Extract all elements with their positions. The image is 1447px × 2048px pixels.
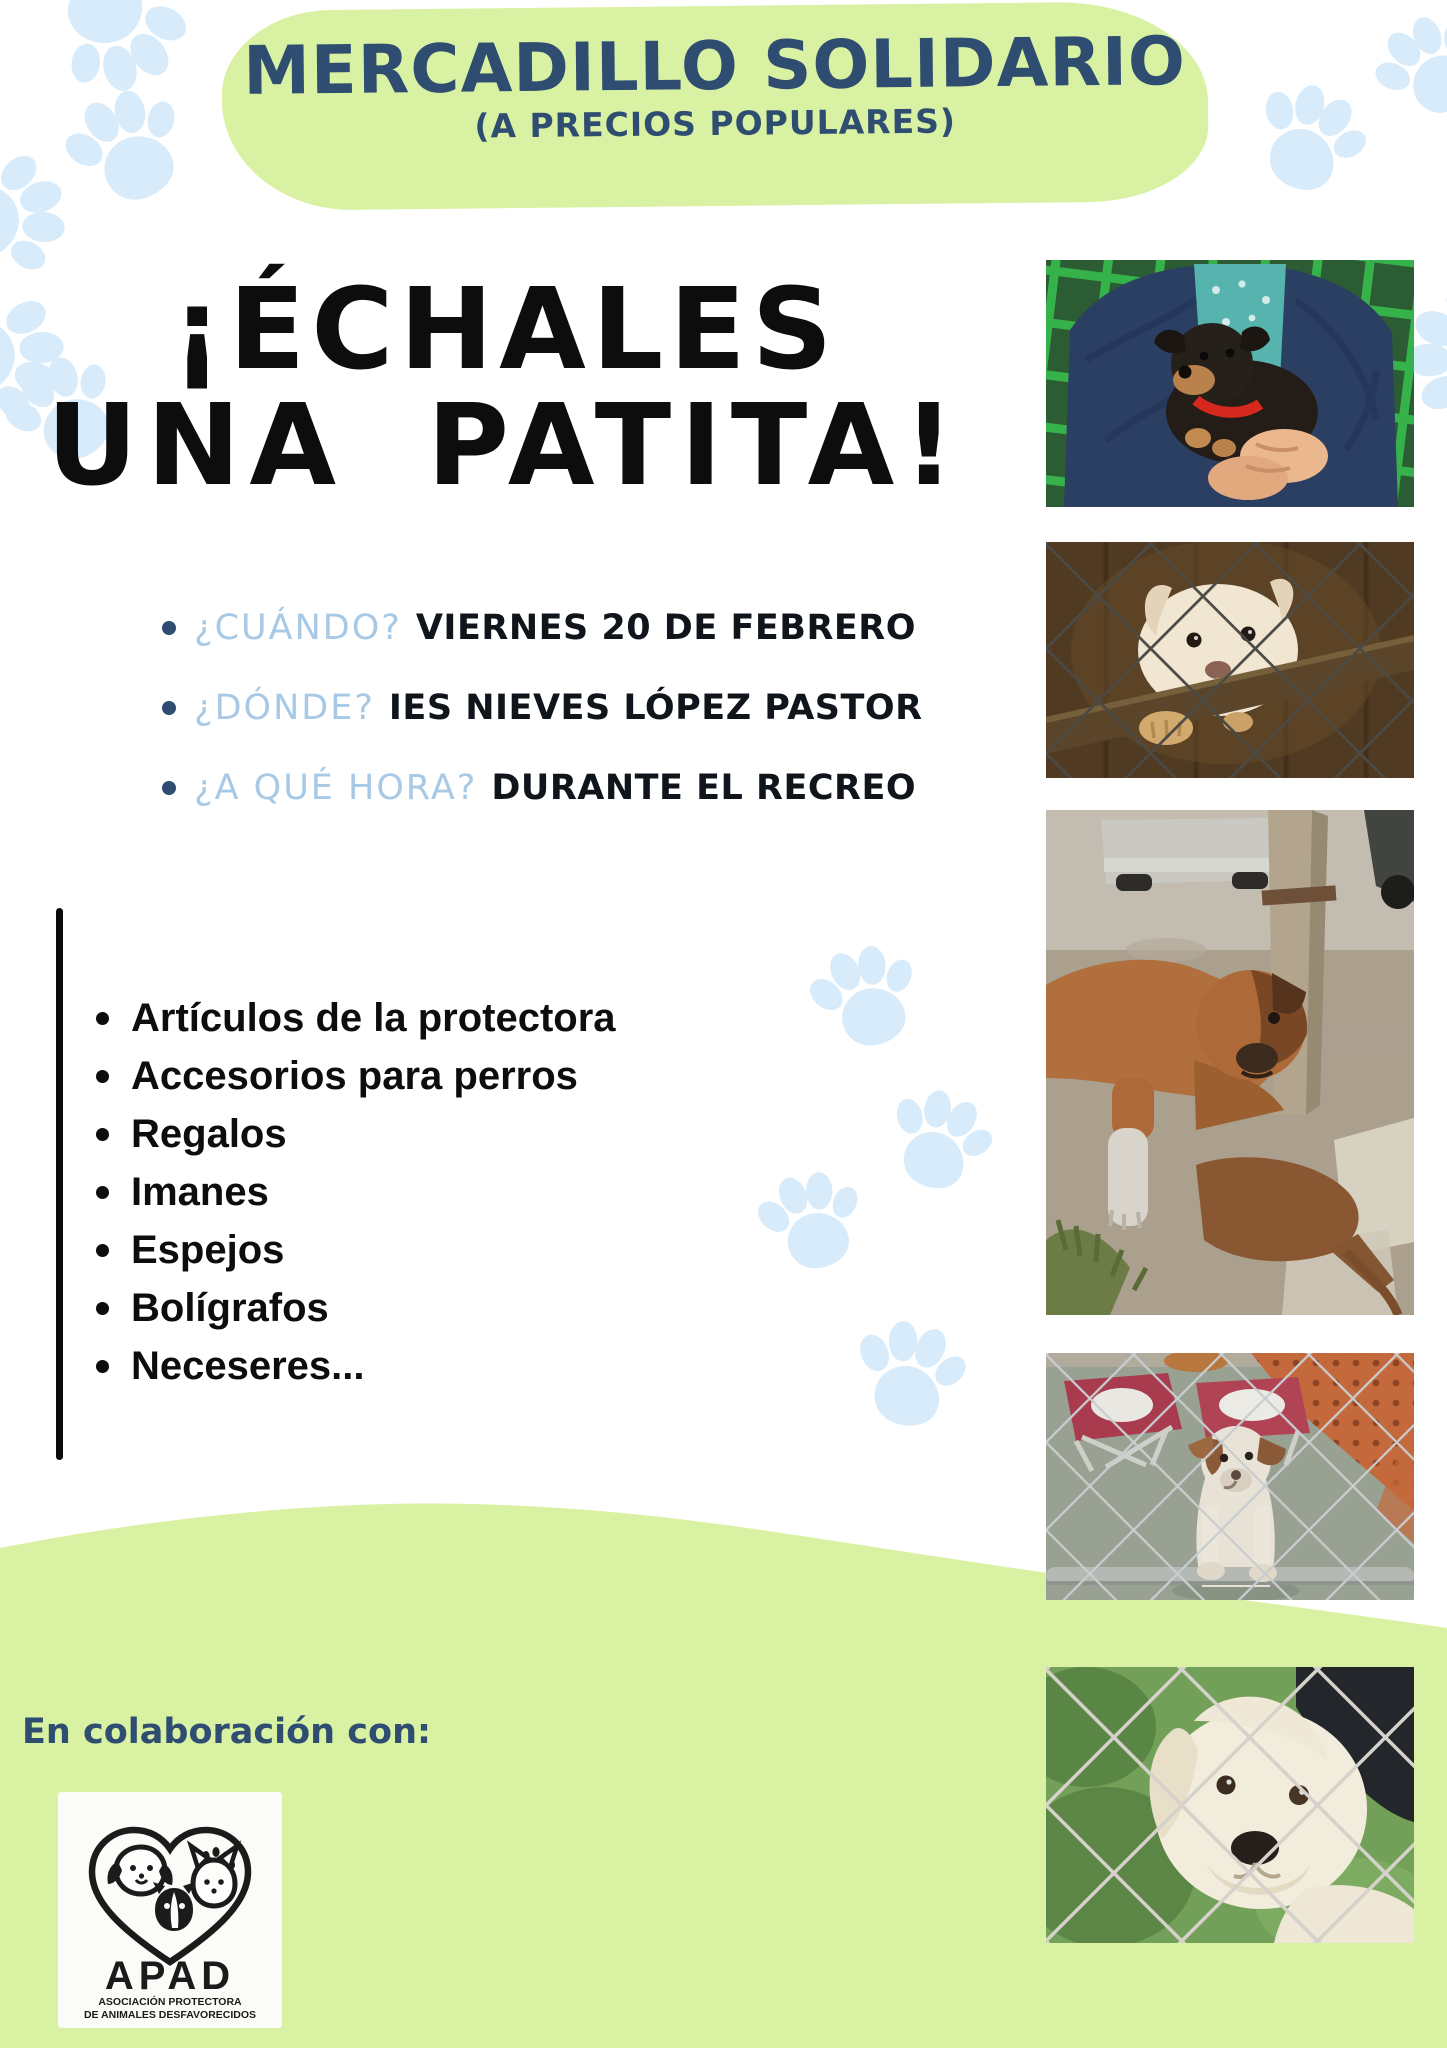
banner-title: MERCADILLO SOLIDARIO — [242, 22, 1187, 110]
paw-print-icon — [1230, 60, 1384, 214]
bullet-icon — [96, 1070, 109, 1083]
detail-question: ¿CUÁNDO? — [194, 608, 402, 648]
event-detail-where — [162, 668, 923, 748]
photo-dog-in-shelter-kennel — [1046, 1353, 1414, 1600]
photo-two-puppies-playing — [1046, 810, 1414, 1315]
logo-acronym: APAD — [104, 1954, 236, 1998]
sale-items-list — [96, 989, 616, 1395]
list-item — [96, 1163, 616, 1221]
sale-item-label: Artículos de la protectora — [131, 995, 616, 1040]
detail-answer: IES NIEVES LÓPEZ PASTOR — [388, 688, 923, 728]
event-details-list — [162, 588, 923, 828]
sale-item-label: Neceseres... — [131, 1343, 365, 1388]
photo-white-puppy-behind-fence — [1046, 542, 1414, 778]
vertical-divider — [56, 908, 63, 1460]
bullet-icon — [162, 621, 176, 635]
event-banner — [221, 1, 1209, 211]
logo-caption-line2: DE ANIMALES DESFAVORECIDOS — [83, 2009, 257, 2021]
event-detail-time — [162, 748, 923, 828]
sale-item-label: Regalos — [131, 1111, 287, 1156]
list-item — [96, 1337, 616, 1395]
detail-answer: DURANTE EL RECREO — [491, 768, 917, 808]
sale-item-label: Accesorios para perros — [131, 1053, 578, 1098]
poster-headline — [0, 265, 1010, 512]
headline-line1: ¡ÉCHALES — [171, 265, 839, 395]
detail-question: ¿DÓNDE? — [194, 688, 375, 728]
paw-print-icon — [742, 1154, 877, 1289]
collaboration-label: En colaboración con: — [22, 1712, 431, 1752]
banner-subtitle: (A PRECIOS POPULARES) — [474, 101, 957, 146]
bullet-icon — [96, 1360, 109, 1373]
bullet-icon — [96, 1186, 109, 1199]
photo-white-dog-behind-fence — [1046, 1667, 1414, 1943]
list-item — [96, 989, 616, 1047]
bullet-icon — [96, 1244, 109, 1257]
photo-person-holding-puppy — [1046, 260, 1414, 507]
detail-answer: VIERNES 20 DE FEBRERO — [415, 608, 917, 648]
headline-line2: UNA PATITA! — [46, 381, 964, 512]
bullet-icon — [96, 1302, 109, 1315]
bullet-icon — [162, 701, 176, 715]
sale-item-label: Espejos — [131, 1227, 285, 1272]
event-detail-when — [162, 588, 923, 668]
list-item — [96, 1221, 616, 1279]
logo-caption-line1: ASOCIACIÓN PROTECTORA — [98, 1996, 242, 2008]
apad-logo — [58, 1792, 282, 2028]
list-item — [96, 1047, 616, 1105]
list-item — [96, 1105, 616, 1163]
paw-print-icon — [868, 1070, 1007, 1209]
list-item — [96, 1279, 616, 1337]
bullet-icon — [96, 1012, 109, 1025]
sale-item-label: Bolígrafos — [131, 1285, 329, 1330]
sale-item-label: Imanes — [131, 1169, 269, 1214]
paw-print-icon — [839, 1305, 976, 1442]
bullet-icon — [162, 781, 176, 795]
detail-question: ¿A QUÉ HORA? — [194, 768, 478, 808]
bullet-icon — [96, 1128, 109, 1141]
paw-print-icon — [791, 925, 935, 1069]
